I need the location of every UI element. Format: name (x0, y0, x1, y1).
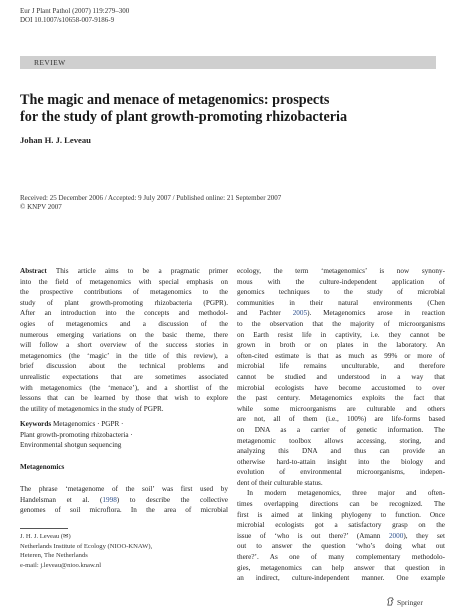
keywords-line: Environmental shotgun sequencing (20, 441, 122, 450)
publisher-logo (386, 597, 423, 607)
title-line-2: for the study of plant growth-promoting rhizobacteria (20, 109, 348, 125)
body-line: communities in their natural environments (Chen (237, 298, 445, 307)
body-line: to the observation that the majority of microorganisms (237, 319, 445, 328)
body-line: metagenomic toolbox allows accessing, storing, and (237, 436, 445, 445)
title-line-1: The magic and menace of metagenomics: prospects (20, 92, 330, 108)
body-line: genomics techniques to the study of microbial (237, 288, 445, 297)
body-line: microbial ecologists got a satisfactory grasp on the (237, 521, 445, 530)
body-line: dent of their culturable status. (237, 478, 323, 487)
journal-citation: Eur J Plant Pathol (2007) 119:279–300 (20, 7, 130, 15)
body-line: out to answer the question ‘who’s doing what out (237, 542, 445, 551)
body-line (237, 308, 445, 319)
body-line (20, 495, 228, 506)
abstract-line: After an introduction into the concepts and methodol- (20, 309, 228, 318)
footnote-rule (20, 528, 68, 529)
body-line: first is aimed at linking phylogeny to function. Once (237, 510, 445, 519)
body-line: often-cited estimate is that as much as 99% or more of (237, 351, 445, 360)
keywords (20, 419, 228, 451)
abstract-line: the prospective contributions of metagenomics to the (20, 288, 228, 297)
text: Handelsman et al. ( (20, 495, 103, 504)
body-line: evolution of environmental microorganisms, indepen- (237, 468, 445, 477)
keywords-label: Keywords (20, 420, 52, 428)
affiliation-email[interactable]: e-mail: j.leveau@nioo.knaw.nl (20, 561, 102, 569)
body-line: In modern metagenomics, three major and often- (247, 489, 445, 498)
abstract-text: This article aims to be a pragmatic primer (55, 267, 228, 275)
citation-link[interactable]: 2005 (292, 309, 308, 318)
body-line: microbial ecologists have become accustomed to over (237, 383, 445, 392)
body-line: analyzing this DNA and thus can provide an (237, 447, 445, 456)
right-column (237, 266, 445, 584)
text: ). Metagenomics arose in reaction (307, 309, 445, 318)
metagenomics-heading (20, 462, 228, 473)
body-line: the past century. Metagenomics exploits the fact that (237, 394, 445, 403)
body-line: times overlapping directions can be recognized. The (237, 500, 445, 509)
text: ), they set (403, 531, 445, 540)
abstract-line: will follow a short overview of the success stories in (20, 341, 228, 350)
abstract-line: ogies of metagenomics and a discussion of the (20, 319, 228, 328)
body-line: are not, all of them (i.e., 100%) are life-forms based (237, 415, 445, 424)
body-line: on DNA as a carrier of genetic information. The (237, 425, 445, 434)
body-line: genomes of soil microflora. In the area of microbial (20, 506, 228, 515)
text: and Pachter (237, 309, 293, 318)
body-line: while some microorganisms are culturable and others (237, 404, 445, 413)
section-label: REVIEW (34, 58, 66, 67)
metagenomics-intro (20, 484, 228, 516)
abstract-line: brief discussion about the technical problems and (20, 362, 228, 371)
body-line (237, 531, 445, 542)
abstract-line: the utility of metagenomics in the study of PGPR. (20, 404, 164, 413)
author-name: Johan H. J. Leveau (20, 135, 91, 145)
copyright-line: © KNPV 2007 (20, 203, 62, 211)
abstract-line: with metagenomics (the ‘menace’), and a shortlist of the (20, 383, 228, 392)
abstract-label: Abstract (20, 267, 47, 275)
text: issue of ‘who is out there?’ (Amann (237, 531, 389, 540)
affiliation-line: Netherlands Institute of Ecology (NIOO-KNAW), (20, 542, 153, 550)
abstract (20, 266, 228, 414)
affiliation-name: J. H. J. Leveau (✉) (20, 533, 71, 540)
abstract-line: into the field of metagenomics with special emphasis on (20, 277, 228, 286)
body-line: on Earth resist life in captivity, i.e. they cannot be (237, 330, 445, 339)
abstract-line: unrealistic expectations that are sometimes associated (20, 372, 228, 381)
doi[interactable]: DOI 10.1007/s10658-007-9186-9 (20, 16, 115, 24)
body-line: microbial life remains unculturable, and therefore (237, 362, 445, 371)
text: ) to describe the collective (116, 495, 228, 504)
abstract-line: lessons that can be learned by those that wish to explore (20, 394, 228, 403)
body-line: gies, metagenomics can help answer that question in (237, 563, 445, 572)
author-affiliation (20, 532, 152, 570)
publisher-name: Springer (397, 598, 423, 607)
body-line: mous with the culture-independent application of (237, 277, 445, 286)
abstract-line (20, 266, 228, 277)
keywords-text: Metagenomics · PGPR · (52, 420, 124, 428)
body-line: there?’. As one of many complementary methodolo- (237, 553, 445, 562)
keywords-line (20, 419, 228, 430)
body-line: cannot be studied and understood in a way that (237, 372, 445, 381)
section-label-bar (20, 56, 436, 69)
body-line: ecology, the term ‘metagenomics’ is now synony- (237, 267, 445, 275)
abstract-line: numerous emerging variations on the basic theme, there (20, 330, 228, 339)
citation-link[interactable]: 2000 (388, 531, 404, 540)
affiliation-line: Heteren, The Netherlands (20, 552, 88, 560)
section-heading: Metagenomics (20, 463, 65, 471)
publication-dates (20, 194, 281, 212)
springer-horse-icon (386, 597, 395, 606)
abstract-line: metagenomics (the ‘magic’ in the title of this review), a (20, 351, 228, 360)
article-title (20, 92, 440, 126)
body-line: grown in broth or on plates in the laboratory. An (237, 341, 445, 350)
abstract-line: study of plant growth-promoting rhizobacteria (PGPR). (20, 298, 228, 307)
body-line: an indirect, culture-independent manner. One example (237, 574, 445, 583)
citation-link[interactable]: 1998 (102, 495, 117, 504)
body-line: otherwise hard-to-attain insight into the biology and (237, 457, 445, 466)
body-line: The phrase ‘metagenome of the soil’ was first used by (20, 485, 228, 493)
dates-line: Received: 25 December 2006 / Accepted: 9 July 2007 / Published online: 21 September 2007 (20, 194, 282, 202)
keywords-line: Plant growth-promoting rhizobacteria · (20, 430, 133, 439)
